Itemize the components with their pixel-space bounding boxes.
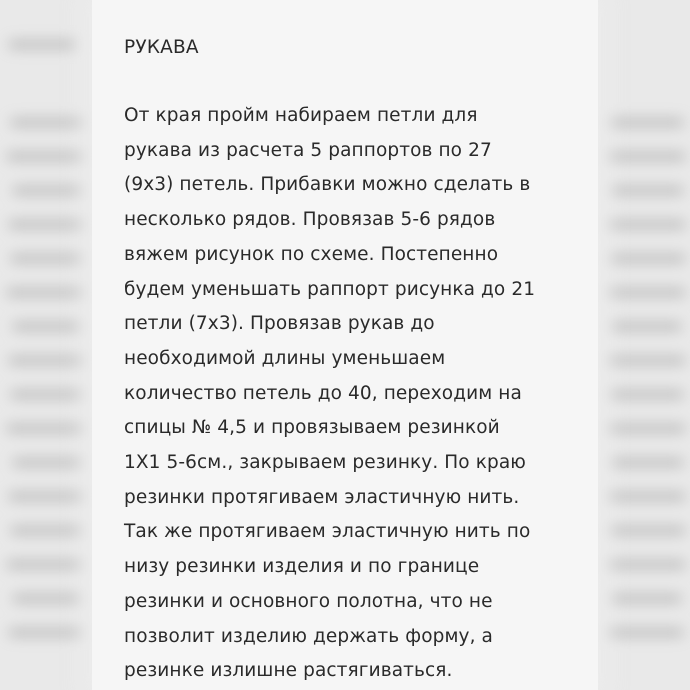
body-line: спицы № 4,5 и провязываем резинкой — [124, 417, 500, 439]
body-line: резинки протягиваем эластичную нить. — [124, 486, 520, 508]
document-heading: РУКАВА — [124, 37, 199, 58]
body-line: будем уменьшать раппорт рисунка до 21 — [124, 278, 536, 300]
document-body — [124, 99, 584, 689]
body-line: резинки и основного полотна, что не — [124, 590, 493, 612]
body-line: низу резинки изделия и по границе — [124, 556, 480, 578]
body-line: несколько рядов. Провязав 5-6 рядов — [124, 209, 496, 231]
body-line: количество петель до 40, переходим на — [124, 382, 522, 404]
body-line: От края пройм набираем петли для — [124, 105, 478, 126]
body-line: вяжем рисунок по схеме. Постепенно — [124, 243, 499, 265]
body-line: необходимой длины уменьшаем — [124, 347, 446, 369]
body-line: Так же протягиваем эластичную нить по — [124, 521, 531, 543]
body-line: резинке излишне растягиваться. — [124, 660, 453, 682]
body-line: рукава из расчета 5 раппортов по 27 — [124, 139, 492, 161]
body-line: позволит изделию держать форму, а — [124, 625, 493, 647]
body-line: 1Х1 5-6см., закрываем резинку. По краю — [124, 452, 526, 474]
document-content — [124, 30, 584, 689]
body-line: (9х3) петель. Прибавки можно сделать в — [124, 174, 531, 196]
body-line: петли (7х3). Провязав рукав до — [124, 313, 435, 335]
